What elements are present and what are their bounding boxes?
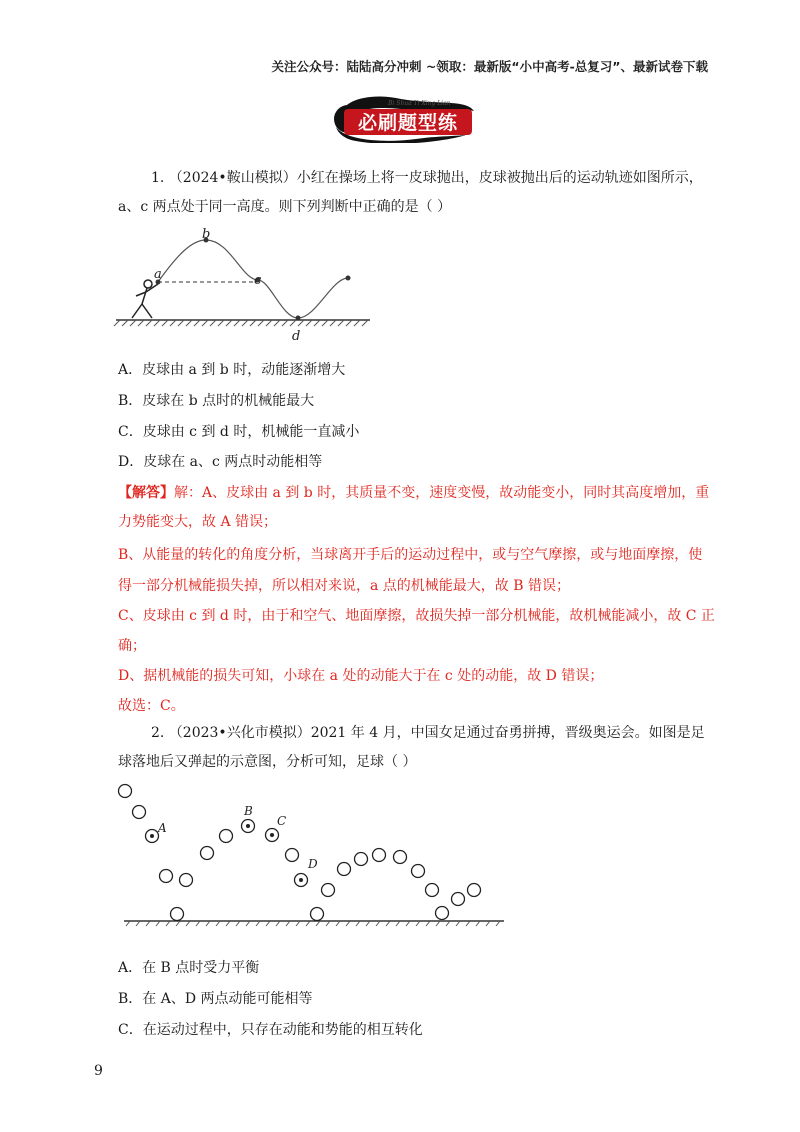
- label-A: A: [158, 821, 167, 835]
- q1-option-c: C．皮球由 c 到 d 时，机械能一直减小: [118, 424, 360, 440]
- answer-line-1: [118, 483, 709, 503]
- logo-script: Bi Shua Ti Xing Lian: [388, 100, 451, 107]
- answer-line-6: 确；: [118, 638, 146, 654]
- answer-line-4: 得一部分机械能损失掉，所以相对来说，a 点的机械能最大，故 B 错误；: [118, 578, 570, 594]
- q2-stem-line1: 2. （2023•兴化市模拟）2021 年 4 月，中国女足通过奋勇拼搏，晋级奥运会。如图是足: [151, 725, 705, 741]
- label-C: C: [277, 814, 287, 828]
- q2-option-a: A．在 B 点时受力平衡: [118, 960, 260, 976]
- ball-trajectory: [158, 240, 348, 318]
- thrower-figure: [132, 280, 158, 318]
- label-D: D: [308, 857, 318, 871]
- answer-line-7: D、据机械能的损失可知，小球在 a 处的动能大于在 c 处的动能，故 D 错误；: [118, 668, 604, 684]
- q2-figure-bouncing-ball: [112, 780, 512, 930]
- q2-stem-line2: 球落地后又弹起的示意图，分析可知，足球（ ）: [118, 754, 417, 770]
- answer-tag: 【解答】: [118, 485, 174, 501]
- answer-text-1: 解：A、皮球由 a 到 b 时，其质量不变，速度变慢，故动能变小，同时其高度增加，重: [174, 485, 710, 501]
- page-header: 关注公众号：陆陆高分冲刺 ~领取：最新版“小中高考-总复习”、最新试卷下载: [271, 59, 708, 74]
- q2-option-c: C．在运动过程中，只存在动能和势能的相互转化: [118, 1022, 423, 1038]
- answer-line-5: C、皮球由 c 到 d 时，由于和空气、地面摩擦，故损失掉一部分机械能，故机械能减小，故 C 正: [118, 608, 715, 624]
- q1-option-d: D．皮球在 a、c 两点时动能相等: [118, 454, 323, 470]
- page-number: 9: [94, 1063, 103, 1079]
- label-a: a: [154, 267, 162, 282]
- q1-stem-line2: a、c 两点处于同一高度。则下列判断中正确的是（ ）: [118, 199, 452, 215]
- logo-badge: [326, 93, 476, 143]
- q1-stem-line1: 1. （2024•鞍山模拟）小红在操场上将一皮球抛出，皮球被抛出后的运动轨迹如图所示，: [151, 170, 703, 186]
- logo-title: 必刷题型练: [357, 112, 459, 134]
- label-c: c: [254, 273, 262, 288]
- answer-line-8: 故选：C。: [118, 698, 185, 714]
- q1-option-a: A．皮球由 a 到 b 时，动能逐渐增大: [118, 362, 346, 378]
- q1-figure-trajectory: [112, 228, 372, 348]
- answer-line-2: 力势能变大，故 A 错误；: [118, 514, 278, 530]
- label-d: d: [292, 329, 301, 344]
- answer-line-3: B、从能量的转化的角度分析，当球离开手后的运动过程中，或与空气摩擦，或与地面摩擦，使: [118, 547, 703, 563]
- label-b: b: [202, 228, 211, 242]
- q2-option-b: B．在 A、D 两点动能可能相等: [118, 991, 313, 1007]
- label-B: B: [244, 804, 253, 818]
- q1-option-b: B．皮球在 b 点时的机械能最大: [118, 393, 315, 409]
